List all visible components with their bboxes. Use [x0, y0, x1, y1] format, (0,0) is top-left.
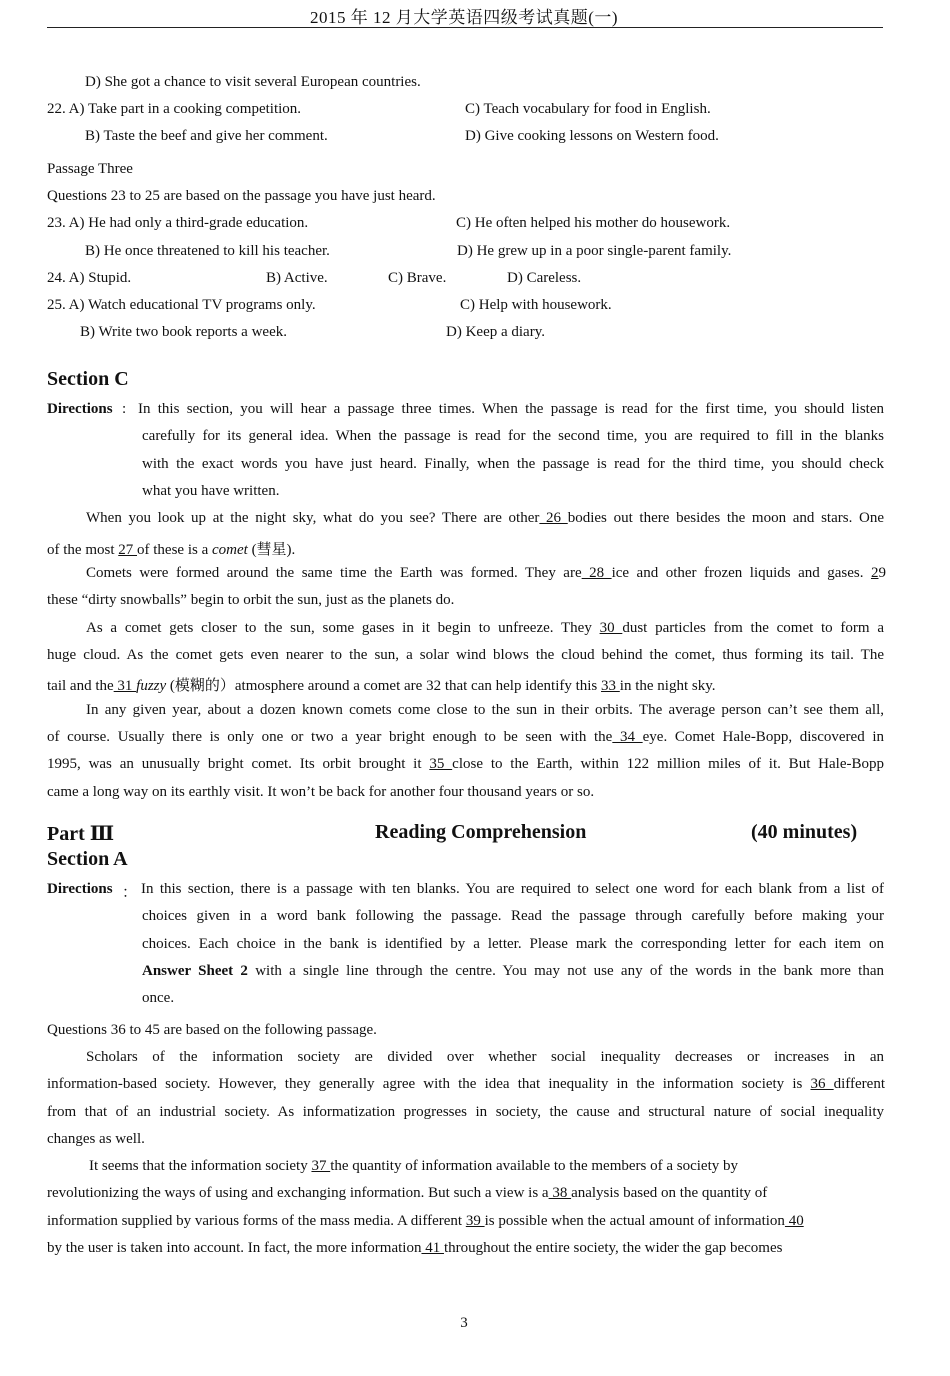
q23-option-d: D) He grew up in a poor single-parent family. [457, 243, 732, 259]
info-paragraph-1-line-1: Scholars of the information society are divided over whether social inequality decreases or increases in an [86, 1049, 884, 1065]
q22-option-c: C) Teach vocabulary for food in English. [465, 101, 711, 117]
section-c-directions-line: carefully for its general idea. When the passage is read for the second time, you are required to fill in the blanks [142, 428, 884, 444]
blank-26[interactable]: 26 [539, 510, 568, 526]
info-paragraph-1-line-2: information-based society. However, they generally agree with the idea that inequality in the information society is 36 different [47, 1076, 886, 1092]
blank-30[interactable]: 30 [599, 620, 623, 636]
q23-option-a: 23. A) He had only a third-grade education. [47, 215, 309, 231]
blank-31[interactable]: 31 [113, 678, 137, 694]
blank-27[interactable]: 27 [118, 542, 137, 558]
q25-option-d: D) Keep a diary. [446, 324, 545, 340]
q23-option-b: B) He once threatened to kill his teacher. [85, 243, 330, 259]
blank-40[interactable]: 40 [784, 1213, 804, 1229]
section-a-directions-colon: ： [122, 885, 138, 901]
page-header: 2015 年 12 月大学英语四级考试真题(一) [309, 8, 619, 27]
answer-sheet-2: Answer Sheet 2 [142, 963, 248, 979]
info-paragraph-1-line-4: changes as well. [47, 1131, 145, 1147]
q22-option-b: B) Taste the beef and give her comment. [85, 128, 328, 144]
section-a-intro: Questions 36 to 45 are based on the following passage. [47, 1022, 377, 1038]
comet-paragraph-4-line-2: of course. Usually there is only one or two a year bright enough to be seen with the 34 eye. Comet Hale-Bopp, discovered in [47, 729, 885, 745]
q25-option-a: 25. A) Watch educational TV programs only. [47, 297, 316, 313]
q22-option-d: D) Give cooking lessons on Western food. [465, 128, 719, 144]
q24-option-a: 24. A) Stupid. [47, 270, 132, 286]
comet-paragraph-4-line-4: came a long way on its earthly visit. It won’t be back for another four thousand years or so. [47, 784, 595, 800]
q24-option-d: D) Careless. [507, 270, 582, 286]
comet-paragraph-4-line-3: 1995, was an unusually bright comet. Its orbit brought it 35 close to the Earth, within 122 million miles of it. But Hale-Bopp [47, 756, 884, 772]
blank-38[interactable]: 38 [548, 1185, 572, 1201]
section-a-directions-line: once. [142, 990, 175, 1006]
q24-option-c: C) Brave. [388, 270, 447, 286]
comet-paragraph-2-line-1: Comets were formed around the same time the Earth was formed. They are 28 ice and other frozen liquids and gases. 29 [86, 565, 886, 581]
blank-39[interactable]: 39 [465, 1213, 485, 1229]
blank-36[interactable]: 36 [810, 1076, 834, 1092]
info-paragraph-2-line-3: information supplied by various forms of the mass media. A different 39 is possible when the actual amount of information 40 [47, 1213, 804, 1229]
comet-paragraph-3-line-1: As a comet gets closer to the sun, some gases in it begin to unfreeze. They 30 dust particles from the comet to form a [86, 620, 884, 636]
comet-paragraph-4-line-1: In any given year, about a dozen known comets come close to the sun in their orbits. The average person can’t see them all, [86, 702, 884, 718]
info-paragraph-2-line-2: revolutionizing the ways of using and exchanging information. But such a view is a 38 analysis based on the quantity of [47, 1185, 768, 1201]
part-3-label: Part Ⅲ [47, 823, 115, 845]
blank-33[interactable]: 33 [601, 678, 620, 694]
blank-28[interactable]: 28 [581, 565, 612, 581]
blank-35[interactable]: 35 [429, 756, 453, 772]
q22-option-a: 22. A) Take part in a cooking competition. [47, 101, 302, 117]
comet-paragraph-2-line-2: these “dirty snowballs” begin to orbit the sun, just as the planets do. [47, 592, 455, 608]
page-number: 3 [460, 1315, 468, 1331]
comet-paragraph-1-line-2: of the most 27 of these is a comet (彗星). [47, 542, 296, 558]
q24-option-b: B) Active. [266, 270, 328, 286]
blank-37[interactable]: 37 [311, 1158, 331, 1174]
section-a-directions-label: Directions [47, 881, 113, 897]
part-3-title: Reading Comprehension [375, 821, 587, 843]
q21-option-d: D) She got a chance to visit several European countries. [85, 74, 421, 90]
section-a-directions-line: choices given in a word bank following the passage. Read the passage through carefully before making your [142, 908, 884, 924]
blank-34[interactable]: 34 [612, 729, 643, 745]
q25-option-c: C) Help with housework. [460, 297, 612, 313]
passage-three-title: Passage Three [47, 161, 133, 177]
blank-41[interactable]: 41 [421, 1240, 444, 1256]
comet-paragraph-3-line-3: tail and the 31 fuzzy (模糊的）atmosphere around a comet are 32 that can help identify this 33 in the night sky. [47, 678, 716, 694]
q25-option-b: B) Write two book reports a week. [80, 324, 287, 340]
section-c-directions-colon: : [122, 401, 127, 417]
section-a-directions-line: Answer Sheet 2 with a single line through the centre. You may not use any of the words in the bank more than [142, 963, 884, 979]
header-rule [47, 27, 883, 28]
section-a-directions-line: choices. Each choice in the bank is identified by a letter. Please mark the corresponding letter for each item on [142, 936, 884, 952]
section-c-directions-label: Directions [47, 401, 113, 417]
passage-three-intro: Questions 23 to 25 are based on the passage you have just heard. [47, 188, 436, 204]
info-paragraph-2-line-1: It seems that the information society 37 the quantity of information available to the members of a society by [89, 1158, 739, 1174]
section-c-directions-line: what you have written. [142, 483, 280, 499]
blank-29[interactable]: 2 [870, 565, 879, 581]
info-paragraph-2-line-4: by the user is taken into account. In fact, the more information 41 throughout the entire society, the wider the gap becomes [47, 1240, 783, 1256]
q23-option-c: C) He often helped his mother do housework. [456, 215, 731, 231]
section-a-title: Section A [47, 848, 128, 870]
comet-paragraph-3-line-2: huge cloud. As the comet gets even nearer to the sun, a solar wind blows the cloud behind the comet, thus forming its tail. The [47, 647, 884, 663]
comet-paragraph-1-line-1: When you look up at the night sky, what do you see? There are other 26 bodies out there besides the moon and stars. One [86, 510, 885, 526]
section-c-directions-line: In this section, you will hear a passage three times. When the passage is read for the first time, you should listen [138, 401, 884, 417]
section-c-title: Section C [47, 368, 129, 390]
section-c-directions-line: with the exact words you have just heard. Finally, when the passage is read for the third time, you should check [142, 456, 884, 472]
section-a-directions-line: In this section, there is a passage with ten blanks. You are required to select one word for each blank from a list of [141, 881, 884, 897]
part-3-time: (40 minutes) [751, 821, 858, 843]
info-paragraph-1-line-3: from that of an industrial society. As informatization progresses in society, the cause and structural nature of social inequality [47, 1104, 884, 1120]
